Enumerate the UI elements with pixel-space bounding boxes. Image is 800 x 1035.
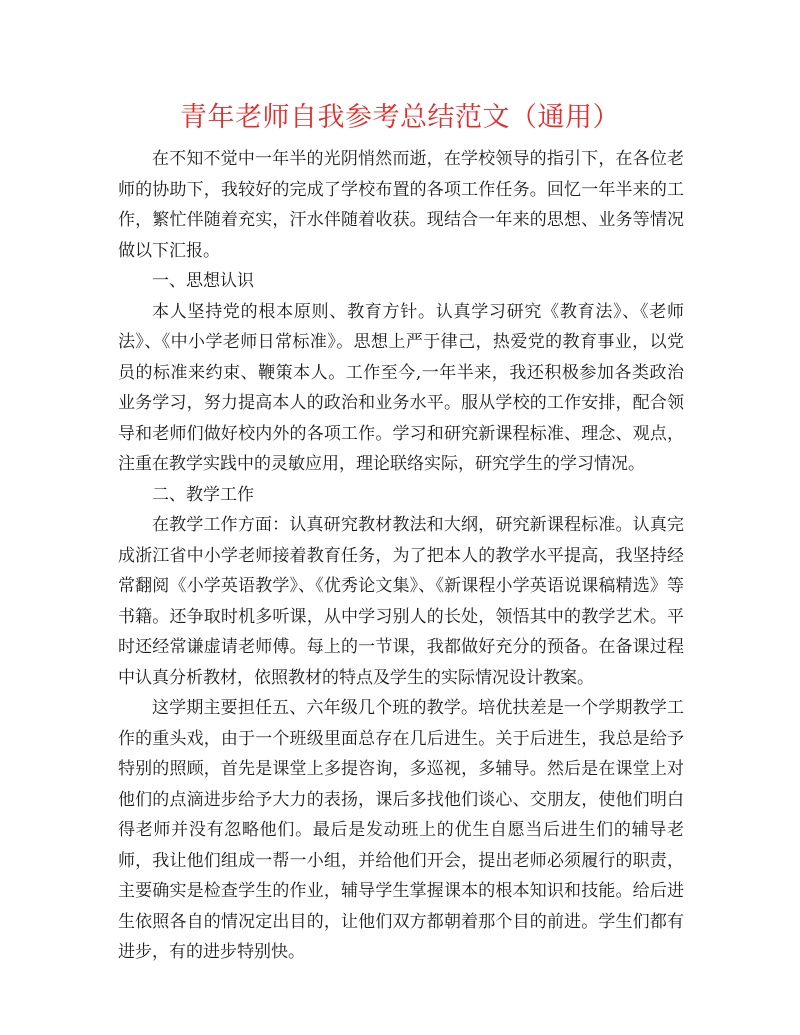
document-body [118, 144, 684, 968]
paragraph-thought: 本人坚持党的根本原则、教育方针。认真学习研究《教育法》、《老师法》、《中小学老师日常标准》。思想上严于律己，热爱党的教育事业，以党员的标准来约束、鞭策本人。工作至今,一年半来，我还积极参加各类政治业务学习，努力提高本人的政治和业务水平。服从学校的工作安排，配合领导和老师们做好校内外的各项工作。学习和研究新课程标准、理念、观点，注重在教学实践中的灵敏应用，理论联络实际，研究学生的学习情况。 [118, 301, 684, 474]
paragraph-students: 这学期主要担任五、六年级几个班的教学。培优扶差是一个学期教学工作的重头戏，由于一个班级里面总存在几后进生。关于后进生，我总是给予特别的照顾，首先是课堂上多提咨询，多巡视，多辅导。然后是在课堂上对他们的点滴进步给予大力的表扬，课后多找他们谈心、交朋友，使他们明白得老师并没有忽略他们。最后是发动班上的优生自愿当后进生们的辅导老师，我让他们组成一帮一小组，并给他们开会，提出老师必须履行的职责，主要确实是检查学生的作业，辅导学生掌握课本的根本知识和技能。给后进生依照各自的情况定出目的，让他们双方都朝着那个目的前进。学生们都有进步，有的进步特别快。 [118, 698, 684, 962]
section-heading-teaching: 二、教学工作 [152, 484, 254, 505]
paragraph-intro: 在不知不觉中一年半的光阴悄然而逝，在学校领导的指引下，在各位老师的协助下，我较好的完成了学校布置的各项工作任务。回忆一年半来的工作，繁忙伴随着充实，汗水伴随着收获。现结合一年来的思想、业务等情况做以下汇报。 [118, 149, 684, 261]
section-heading-thought: 一、思想认识 [152, 271, 254, 291]
paragraph-teaching: 在教学工作方面：认真研究教材教法和大纲，研究新课程标准。认真完成浙江省中小学老师接着教育任务，为了把本人的教学水平提高，我坚持经常翻阅《小学英语教学》、《优秀论文集》、《新课程小学英语说课稿精选》等书籍。还争取时机多听课，从中学习别人的长处，领悟其中的教学艺术。平时还经常谦虚请老师傅。每上的一节课，我都做好充分的预备。在备课过程中认真分析教材，依照教材的特点及学生的实际情况设计教案。 [118, 515, 684, 688]
document-title: 青年老师自我参考总结范文（通用） [180, 102, 620, 133]
